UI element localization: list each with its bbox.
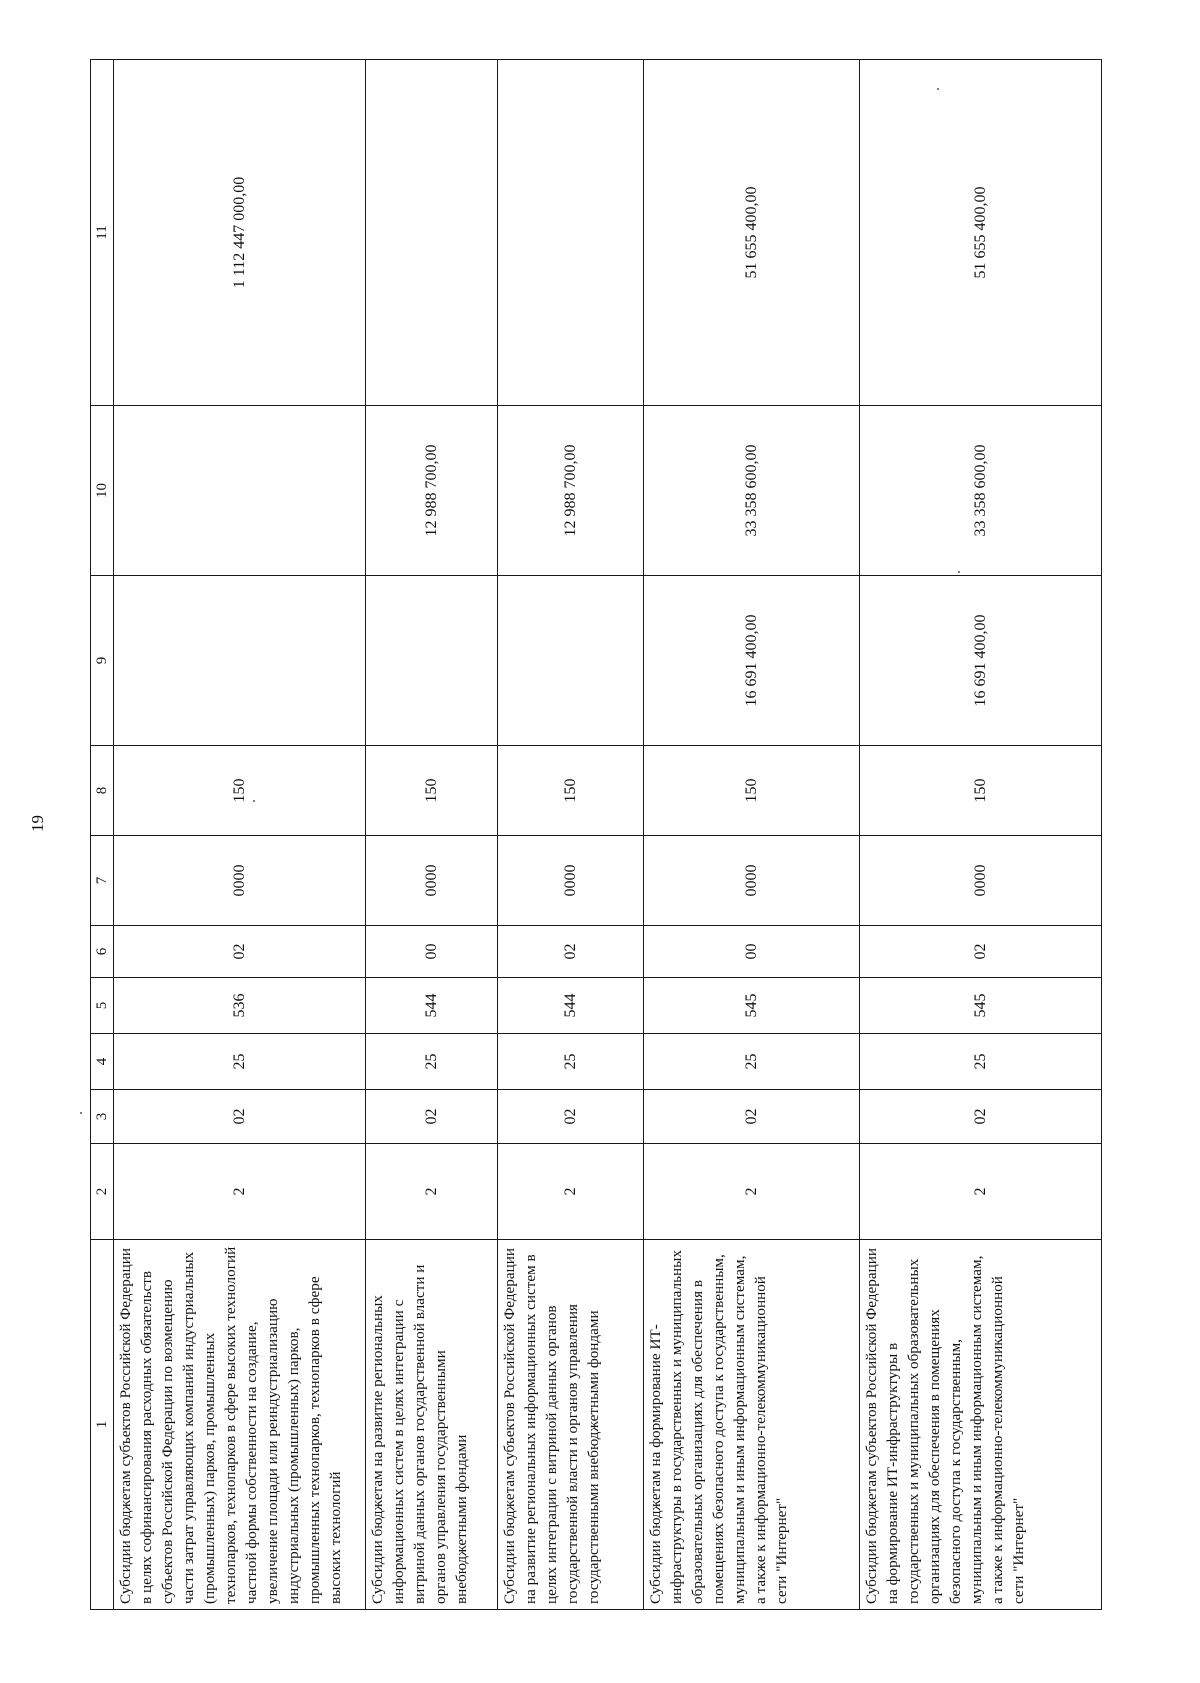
cell-c5: 544 — [498, 978, 644, 1034]
cell-c3: 02 — [114, 1090, 366, 1144]
col-header: 11 — [91, 60, 114, 406]
cell-c3: 02 — [860, 1090, 1102, 1144]
row-name: Субсидии бюджетам субъектов Российской Федерации в целях софинансирования расходных обязательств субъектов Российской Федерации по возмещению части затрат управляющих компаний индустриальных (промышленных) парков, промышленных технопарков, технопарков в сфере высоких технологий частной формы собственности на создание, увеличение площади или реиндустриализацию индустриальных (промышленных) парков, промышленных технопарков, технопарков в сфере высоких технологий — [114, 1240, 366, 1610]
cell-c11 — [366, 60, 498, 406]
header-row — [91, 60, 114, 1610]
cell-c10: 33 358 600,00 — [860, 406, 1102, 576]
scan-speck — [937, 88, 939, 90]
col-header: 4 — [91, 1034, 114, 1090]
cell-c7: 0000 — [114, 836, 366, 926]
col-header: 8 — [91, 746, 114, 836]
cell-c9: 16 691 400,00 — [644, 576, 860, 746]
cell-c6: 02 — [860, 926, 1102, 978]
cell-c6: 00 — [366, 926, 498, 978]
cell-c5: 545 — [860, 978, 1102, 1034]
cell-c3: 02 — [644, 1090, 860, 1144]
cell-c6: 02 — [114, 926, 366, 978]
table-row — [366, 60, 498, 1610]
cell-c2: 2 — [498, 1144, 644, 1240]
cell-c9 — [498, 576, 644, 746]
col-header: 5 — [91, 978, 114, 1034]
cell-c9 — [114, 576, 366, 746]
table-row — [114, 60, 366, 1610]
col-header: 9 — [91, 576, 114, 746]
col-header: 6 — [91, 926, 114, 978]
cell-c10: 33 358 600,00 — [644, 406, 860, 576]
cell-c2: 2 — [860, 1144, 1102, 1240]
row-name: Субсидии бюджетам на развитие региональных информационных систем в целях интеграции с витриной данных органов государственной власти и органов управления государственными внебюджетными фондами — [366, 1240, 498, 1610]
cell-c8: 150 — [498, 746, 644, 836]
page-number: 19 — [28, 815, 47, 832]
col-header: 1 — [91, 1240, 114, 1610]
cell-c11: 1 112 447 000,00 — [114, 60, 366, 406]
cell-c11 — [498, 60, 644, 406]
cell-c7: 0000 — [860, 836, 1102, 926]
cell-c7: 0000 — [366, 836, 498, 926]
cell-c5: 544 — [366, 978, 498, 1034]
cell-c4: 25 — [644, 1034, 860, 1090]
cell-c2: 2 — [114, 1144, 366, 1240]
cell-c4: 25 — [114, 1034, 366, 1090]
cell-c5: 545 — [644, 978, 860, 1034]
cell-c6: 02 — [498, 926, 644, 978]
budget-table — [90, 59, 1102, 1610]
rotated-page — [90, 60, 1100, 1610]
col-header: 7 — [91, 836, 114, 926]
cell-c6: 00 — [644, 926, 860, 978]
cell-c4: 25 — [860, 1034, 1102, 1090]
col-header: 10 — [91, 406, 114, 576]
scan-speck — [80, 1112, 82, 1114]
col-header: 2 — [91, 1144, 114, 1240]
cell-c4: 25 — [366, 1034, 498, 1090]
row-name: Субсидии бюджетам субъектов Российской Федерации на формирование ИТ-инфраструктуры в государственных и муниципальных образовательных организациях для обеспечения в помещениях безопасного доступа к государственным, муниципальным и иным информационным системам, а также к информационно-телекоммуникационной сети "Интернет" — [860, 1240, 1102, 1610]
cell-c8: 150 — [114, 746, 366, 836]
cell-c3: 02 — [498, 1090, 644, 1144]
table-row — [498, 60, 644, 1610]
scan-speck — [958, 571, 960, 573]
cell-c2: 2 — [366, 1144, 498, 1240]
cell-c3: 02 — [366, 1090, 498, 1144]
scan-speck — [253, 800, 255, 802]
row-name: Субсидии бюджетам субъектов Российской Федерации на развитие региональных информационных систем в целях интеграции с витриной данных органов государственной власти и органов управления государственными внебюджетными фондами — [498, 1240, 644, 1610]
cell-c10 — [114, 406, 366, 576]
cell-c8: 150 — [366, 746, 498, 836]
cell-c7: 0000 — [498, 836, 644, 926]
cell-c4: 25 — [498, 1034, 644, 1090]
table-row — [860, 60, 1102, 1610]
cell-c11: 51 655 400,00 — [860, 60, 1102, 406]
cell-c9: 16 691 400,00 — [860, 576, 1102, 746]
cell-c10: 12 988 700,00 — [366, 406, 498, 576]
table-row — [644, 60, 860, 1610]
cell-c8: 150 — [644, 746, 860, 836]
cell-c2: 2 — [644, 1144, 860, 1240]
cell-c8: 150 — [860, 746, 1102, 836]
cell-c5: 536 — [114, 978, 366, 1034]
cell-c9 — [366, 576, 498, 746]
row-name: Субсидии бюджетам на формирование ИТ-инфраструктуры в государственных и муниципальных образовательных организациях для обеспечения в помещениях безопасного доступа к государственным, муниципальным и иным информационным системам, а также к информационно-телекоммуникационной сети "Интернет" — [644, 1240, 860, 1610]
cell-c10: 12 988 700,00 — [498, 406, 644, 576]
cell-c7: 0000 — [644, 836, 860, 926]
cell-c11: 51 655 400,00 — [644, 60, 860, 406]
col-header: 3 — [91, 1090, 114, 1144]
